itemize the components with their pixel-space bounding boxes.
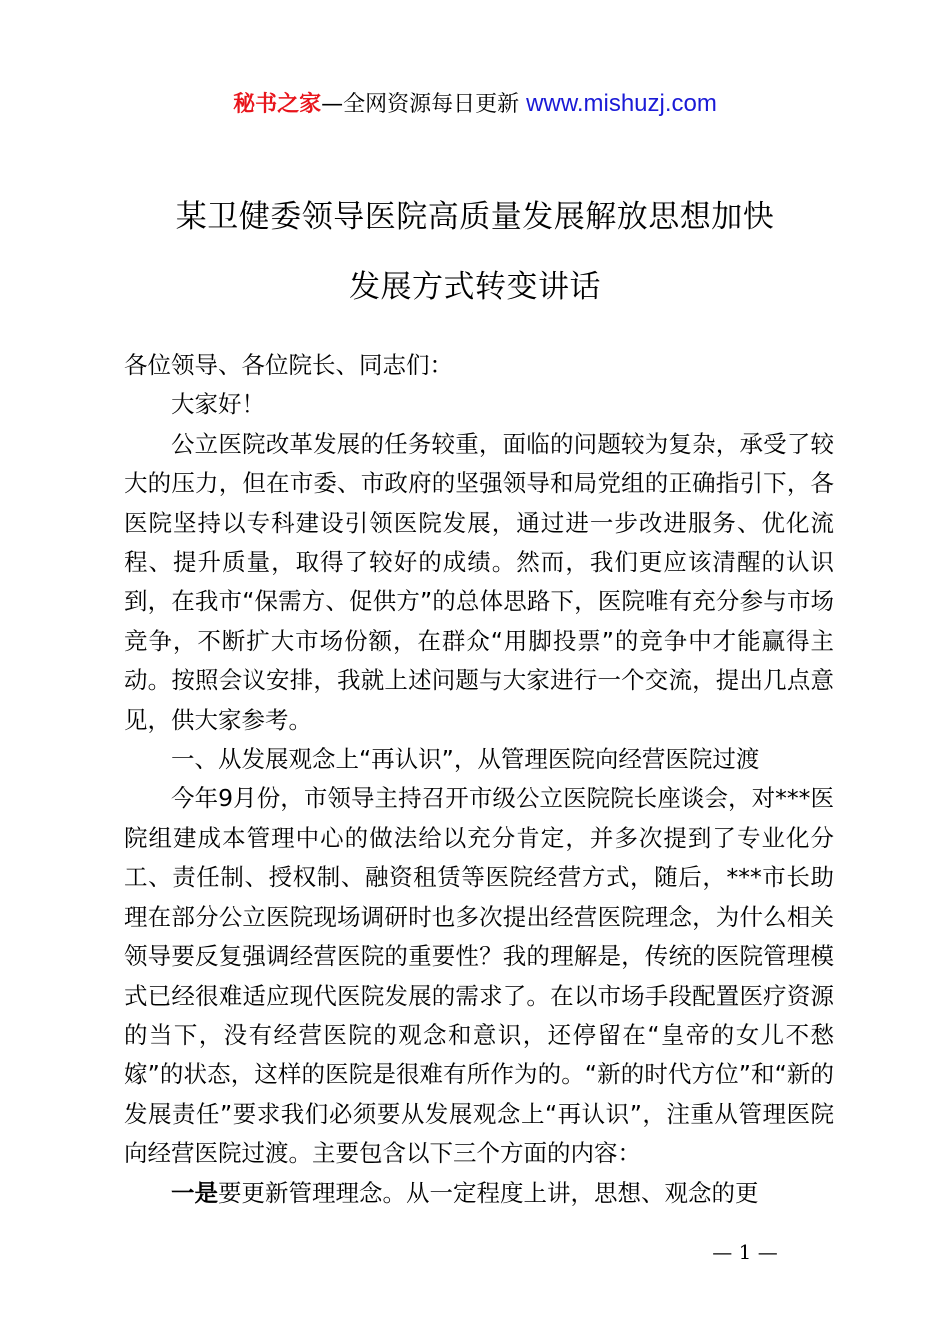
page-number: — 1 — (712, 1240, 778, 1264)
point-1-text: 要更新管理理念。从一定程度上讲，思想、观念的更 (218, 1178, 759, 1207)
point-1 (124, 1174, 834, 1213)
site-url-link[interactable]: www.mishuzj.com (526, 90, 717, 117)
greeting: 大家好！ (171, 390, 265, 419)
title-line-1: 某卫健委领导医院高质量发展解放思想加快 (175, 199, 775, 235)
salutation: 各位领导、各位院长、同志们： (124, 351, 453, 379)
paragraph-1: 公立医院改革发展的任务较重，面临的问题较为复杂，承受了较大的压力，但在市委、市政府的坚强领导和局党组的正确指引下，各医院坚持以专科建设引领医院发展，通过进一步改进服务、优化流程、提升质量，取得了较好的成绩。然而，我们更应该清醒的认识到，在我市“保需方、促供方”的总体思路下，医院唯有充分参与市场竞争，不断扩大市场份额，在群众“用脚投票”的竞争中才能赢得主动。按照会议安排，我就上述问题与大家进行一个交流，提出几点意见，供大家参考。 (124, 429, 834, 734)
document-body (124, 346, 834, 1213)
site-banner (0, 88, 950, 121)
paragraph-2: 今年9月份，市领导主持召开市级公立医院院长座谈会，对***医院组建成本管理中心的做法给以充分肯定，并多次提到了专业化分工、责任制、授权制、融资租赁等医院经营方式，随后，***市长助理在部分公立医院现场调研时也多次提出经营医院理念，为什么相关领导要反复强调经营医院的重要性？我的理解是，传统的医院管理模式已经很难适应现代医院发展的需求了。在以市场手段配置医疗资源的当下，没有经营医院的观念和意识，还停留在“皇帝的女儿不愁嫁”的状态，这样的医院是很难有所作为的。“新的时代方位”和“新的发展责任”要求我们必须要从发展观念上“再认识”，注重从管理医院向经营医院过渡。主要包含以下三个方面的内容： (124, 784, 834, 1168)
document-title (0, 182, 950, 322)
title-line-2: 发展方式转变讲话 (349, 269, 601, 305)
brand-slogan: —全网资源每日更新 (321, 92, 520, 117)
brand-name: 秘书之家 (233, 92, 322, 117)
point-1-lead: 一是 (171, 1178, 218, 1207)
section-1-heading: 一、从发展观念上“再认识”，从管理医院向经营医院过渡 (171, 745, 760, 774)
